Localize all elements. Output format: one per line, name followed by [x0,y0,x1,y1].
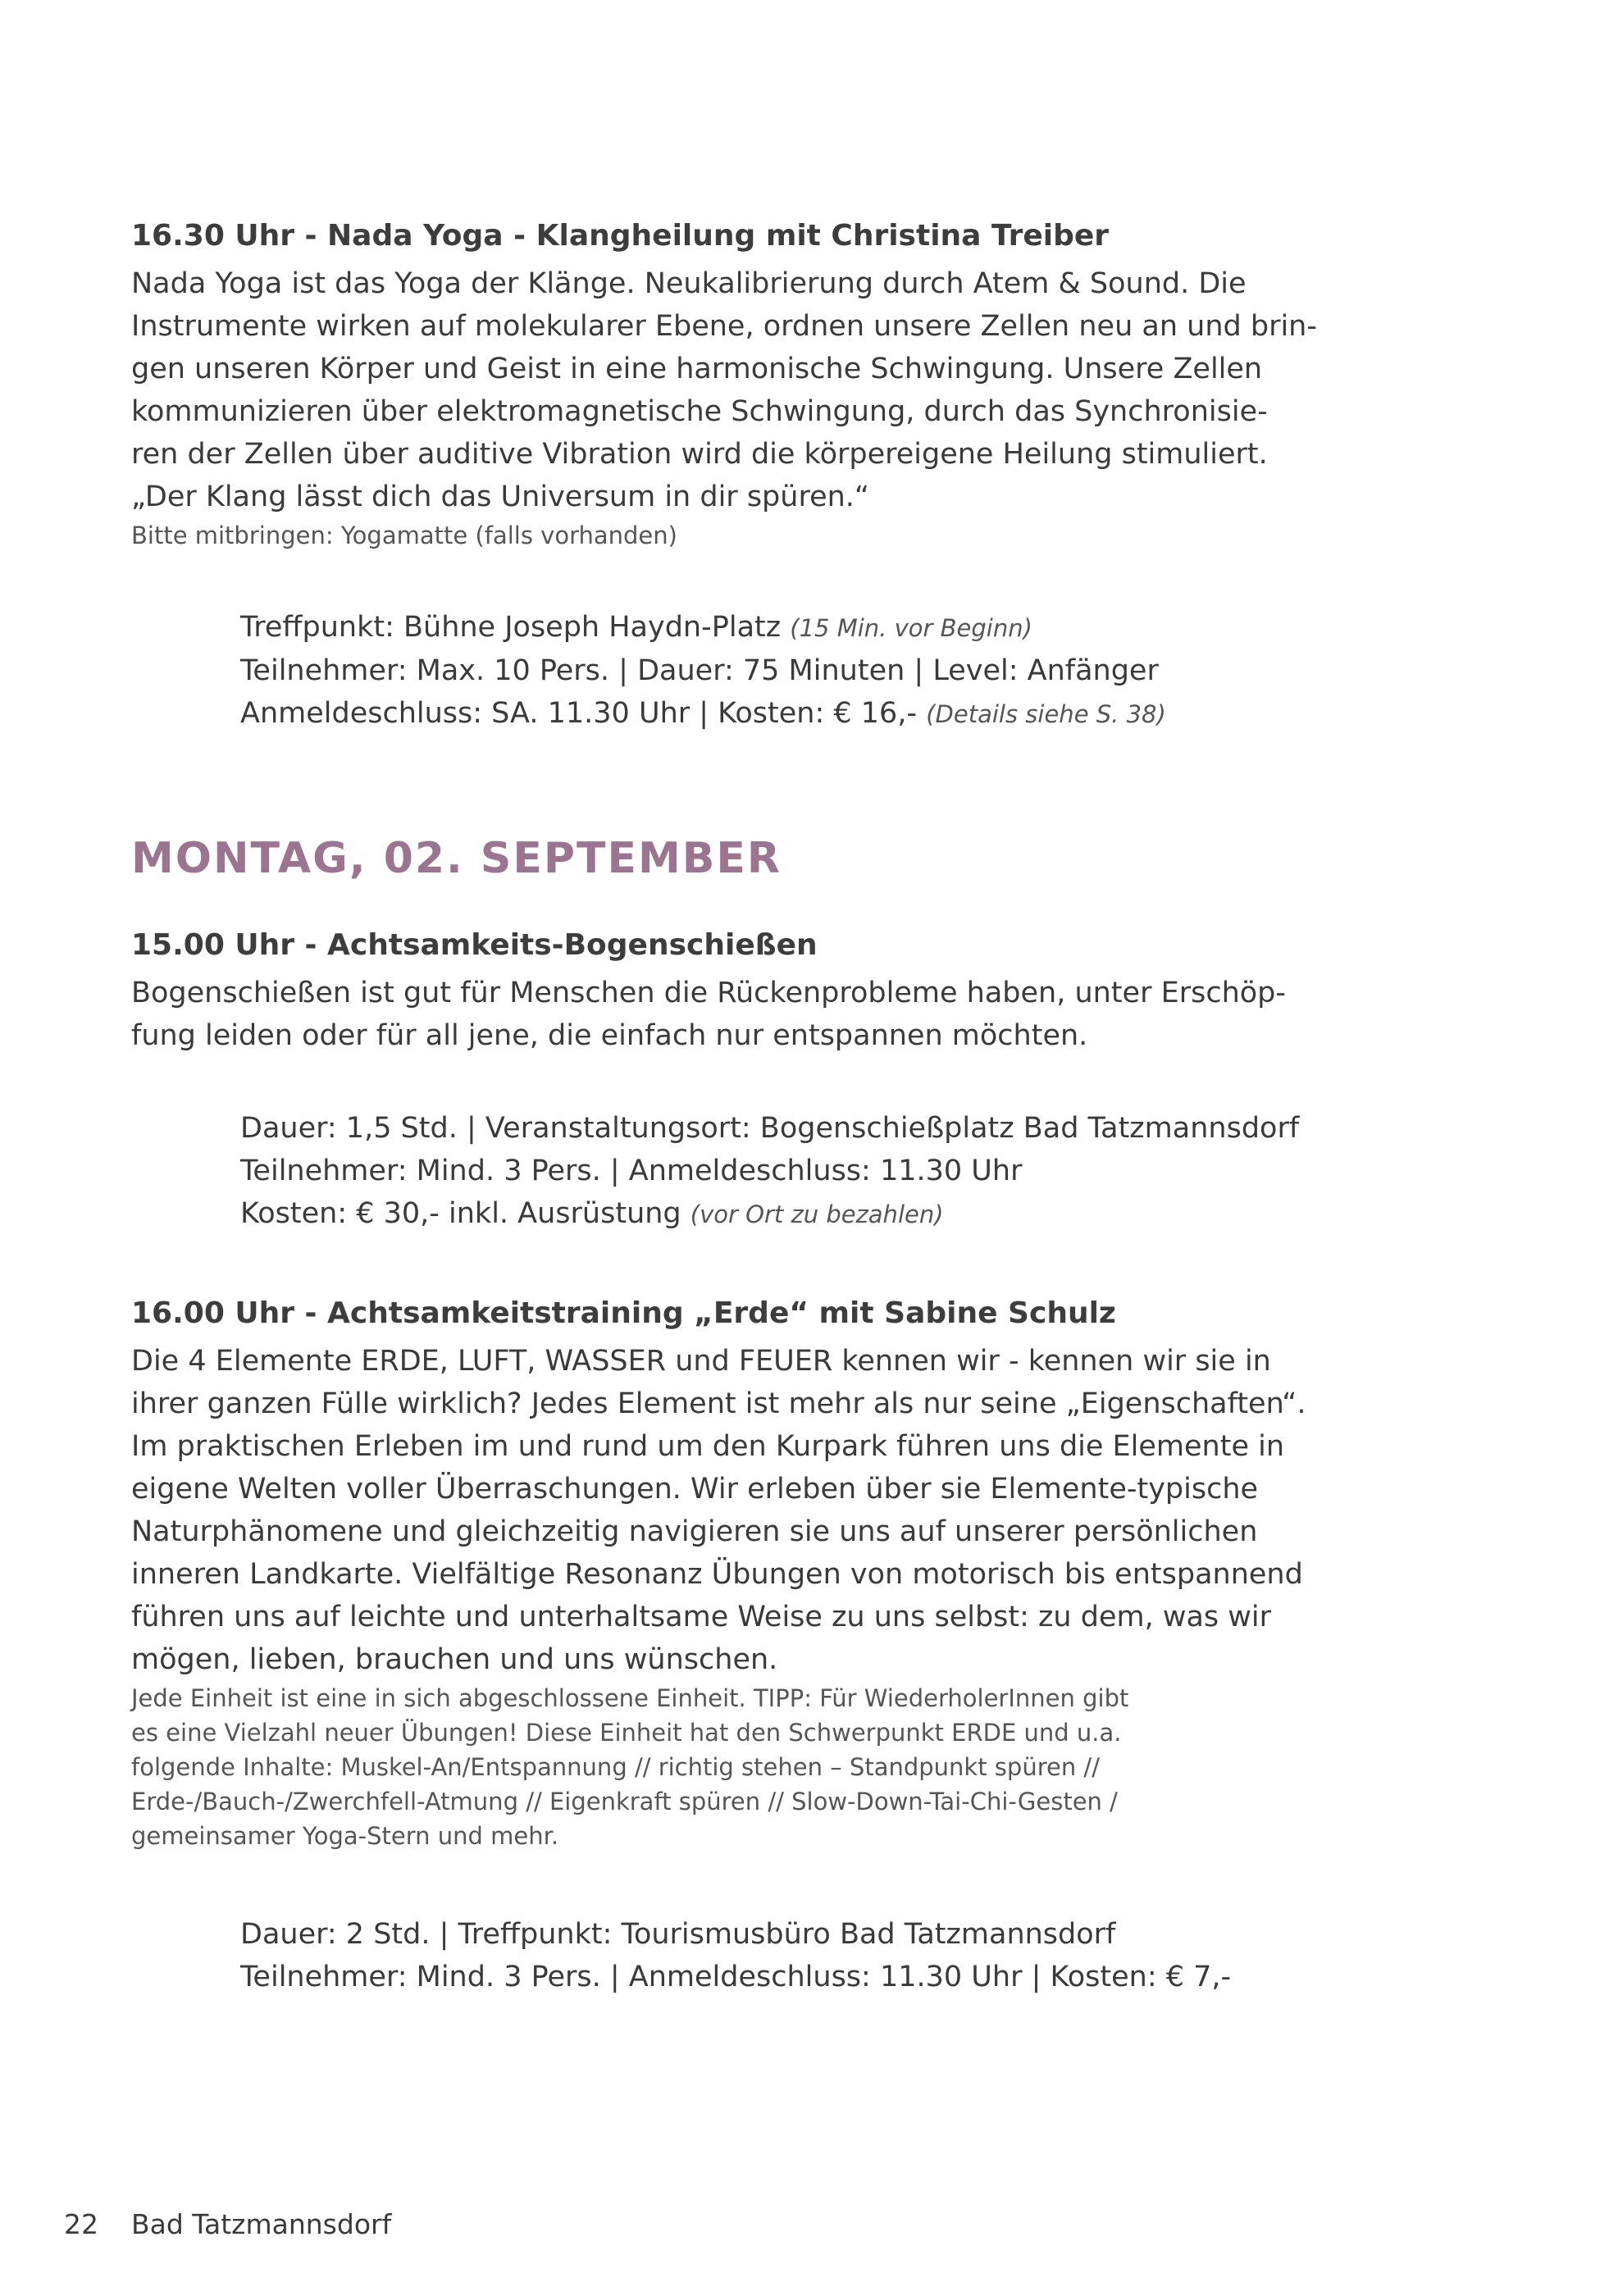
day-heading: MONTAG, 02. SEPTEMBER [131,834,782,883]
details-participants: Teilnehmer: Max. 10 Pers. | Dauer: 75 Minuten | Level: Anfänger [240,654,1159,687]
event-details [240,606,1166,736]
registration-deadline: Anmeldeschluss: SA. 11.30 Uhr | Kosten: € 16,- [240,697,918,730]
description-line: Instrumente wirken auf molekularer Ebene, ordnen unsere Zellen neu an und brin- [131,310,1317,343]
note-line: Jede Einheit ist eine in sich abgeschlossene Einheit. TIPP: Für WiederholerInnen gibt [131,1684,1129,1712]
description-line: mögen, lieben, brauchen und uns wünschen. [131,1643,778,1676]
description-line: Naturphänomene und gleichzeitig navigieren sie uns auf unserer persönlichen [131,1515,1258,1548]
details-line: Teilnehmer: Mind. 3 Pers. | Anmeldeschluss: 11.30 Uhr [240,1155,1023,1187]
description-line: Bogenschießen ist gut für Menschen die Rückenprobleme haben, unter Erschöp- [131,977,1287,1009]
description-line: eigene Welten voller Überraschungen. Wir erleben über sie Elemente-typische [131,1473,1259,1506]
event-details [240,1107,1299,1236]
note-line: Erde-/Bauch-/Zwerchfell-Atmung // Eigenkraft spüren // Slow-Down-Tai-Chi-Gesten / [131,1788,1118,1815]
description-line: führen uns auf leichte und unterhaltsame Weise zu uns selbst: zu dem, was wir [131,1601,1272,1633]
description-line: „Der Klang lässt dich das Universum in dir spüren.“ [131,481,870,513]
footer-place: Bad Tatzmannsdorf [131,2208,392,2240]
note-line: gemeinsamer Yoga-Stern und mehr. [131,1822,559,1850]
event-note: Bitte mitbringen: Yogamatte (falls vorhanden) [131,522,677,549]
event-description [131,262,1411,518]
details-registration [240,692,1166,736]
description-line: Die 4 Elemente ERDE, LUFT, WASSER und FEUER kennen wir - kennen wir sie in [131,1345,1271,1378]
details-meeting [240,606,1166,649]
event-achtsamkeitstraining [131,1292,1411,1853]
event-description [131,1340,1411,1681]
event-title: 16.30 Uhr - Nada Yoga - Klangheilung mit Christina Treiber [131,219,1110,253]
note-line: folgende Inhalte: Muskel-An/Entspannung // richtig stehen – Standpunkt spüren // [131,1753,1100,1781]
cost-note: (vor Ort zu bezahlen) [690,1200,944,1228]
details-line: Dauer: 1,5 Std. | Veranstaltungsort: Bogenschießplatz Bad Tatzmannsdorf [240,1112,1300,1145]
description-line: inneren Landkarte. Vielfältige Resonanz Übungen von motorisch bis entspannend [131,1558,1303,1591]
description-line: gen unseren Körper und Geist in eine harmonische Schwingung. Unsere Zellen [131,353,1263,385]
meeting-point: Treffpunkt: Bühne Joseph Haydn-Platz [240,611,782,644]
details-line: Teilnehmer: Mind. 3 Pers. | Anmeldeschluss: 11.30 Uhr | Kosten: € 7,- [240,1961,1232,1993]
event-nada-yoga [131,215,1411,553]
registration-note: (Details siehe S. 38) [926,700,1166,728]
event-title: 15.00 Uhr - Achtsamkeits-Bogenschießen [131,928,818,962]
details-cost [240,1192,1299,1236]
note-line: es eine Vielzahl neuer Übungen! Diese Einheit hat den Schwerpunkt ERDE und u.a. [131,1719,1122,1747]
event-description [131,972,1411,1057]
description-line: ihrer ganzen Fülle wirklich? Jedes Element ist mehr als nur seine „Eigenschaften“. [131,1387,1306,1420]
description-line: fung leiden oder für all jene, die einfach nur entspannen möchten. [131,1019,1088,1052]
event-note [131,1681,1411,1853]
event-details [240,1913,1231,1998]
description-line: Nada Yoga ist das Yoga der Klänge. Neukalibrierung durch Atem & Sound. Die [131,267,1247,300]
page-number: 22 [64,2208,98,2240]
description-line: ren der Zellen über auditive Vibration wird die körpereigene Heilung stimuliert. [131,438,1268,471]
meeting-note: (15 Min. vor Beginn) [790,614,1032,642]
event-bogenschiessen [131,924,1411,1057]
event-title: 16.00 Uhr - Achtsamkeitstraining „Erde“ mit Sabine Schulz [131,1296,1116,1330]
description-line: kommunizieren über elektromagnetische Schwingung, durch das Synchronisie- [131,395,1268,428]
cost: Kosten: € 30,- inkl. Ausrüstung [240,1197,681,1230]
description-line: Im praktischen Erleben im und rund um den Kurpark führen uns die Elemente in [131,1430,1285,1463]
details-line: Dauer: 2 Std. | Treffpunkt: Tourismusbüro Bad Tatzmannsdorf [240,1918,1116,1951]
